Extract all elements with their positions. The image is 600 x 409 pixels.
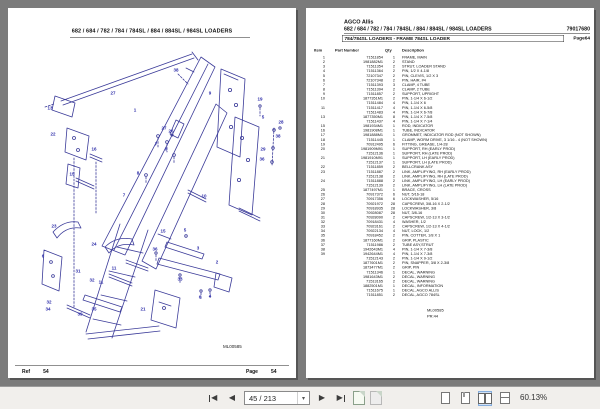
cell-part-number: 1981909M91 bbox=[360, 146, 383, 151]
cell-item: 32 bbox=[320, 219, 325, 225]
cell-item: 23 bbox=[320, 169, 325, 174]
cell-part-number: 1981910M91 bbox=[360, 155, 383, 161]
diagram-callout: 27 bbox=[110, 90, 116, 96]
cell-item: 10 bbox=[320, 96, 325, 101]
cell-description: CLAMP, 2 TUBE bbox=[402, 86, 430, 92]
footer-ref-value: 54 bbox=[43, 369, 49, 375]
cell-description: TUBE, INDICATOR bbox=[402, 128, 435, 133]
cell-description: PIN, 1-1/4 X 7-3/8 bbox=[402, 251, 433, 257]
viewer-toolbar bbox=[0, 386, 600, 409]
cell-part-number: 1873477M1 bbox=[362, 265, 383, 270]
cell-item: 20 bbox=[320, 146, 325, 151]
cell-part-number: 71511986 bbox=[366, 242, 383, 247]
previous-page-icon: ◀ bbox=[228, 393, 236, 402]
cell-item: 8 bbox=[322, 86, 325, 92]
cell-item: 3 bbox=[322, 64, 325, 69]
cell-qty: 1 bbox=[392, 137, 395, 142]
cell-qty: 1 bbox=[392, 55, 395, 60]
cell-qty: 2 bbox=[392, 233, 395, 238]
cell-part-number: 1882501M1 bbox=[362, 283, 383, 289]
cell-item: 22 bbox=[320, 164, 325, 170]
cell-part-number: 71511888 bbox=[366, 178, 383, 183]
cell-part-number: 71511483 bbox=[366, 109, 383, 115]
diagram-callout: 7 bbox=[122, 192, 126, 198]
cell-item: 21 bbox=[320, 155, 325, 161]
diagram-callout: 6 bbox=[164, 146, 168, 152]
cell-description: STAND bbox=[402, 59, 415, 65]
cell-part-number: 70922134 bbox=[366, 228, 383, 234]
diagram-callout: 19 bbox=[257, 96, 263, 102]
last-page-bar bbox=[344, 395, 346, 402]
cell-qty: 2 bbox=[392, 237, 395, 243]
cell-description: DECAL, INFORMATION bbox=[402, 283, 444, 289]
cell-item: 18 bbox=[320, 137, 325, 142]
cell-part-number: 72107348 bbox=[366, 77, 383, 83]
cell-part-number: 71513165 bbox=[366, 278, 383, 284]
cell-part-number: 70928090 bbox=[366, 214, 383, 220]
diagram-callout: 38 bbox=[275, 133, 281, 139]
cell-part-number: 70918935 bbox=[366, 205, 383, 211]
next-page-button[interactable] bbox=[315, 391, 329, 405]
table-row bbox=[306, 293, 594, 298]
cell-part-number: 71512143 bbox=[366, 256, 383, 261]
page-detach-disabled-icon[interactable] bbox=[370, 391, 382, 405]
cell-qty: 1 bbox=[392, 146, 395, 151]
cell-item: 4 bbox=[322, 68, 325, 74]
subtitle-row bbox=[342, 35, 590, 43]
cell-qty: 2 bbox=[392, 59, 395, 65]
cell-item: 27 bbox=[320, 196, 325, 202]
cell-qty: 2 bbox=[392, 182, 395, 188]
cell-item: 11 bbox=[321, 105, 325, 110]
last-page-button[interactable] bbox=[334, 391, 348, 405]
cell-description: CAPSCREW, 3/8-16 X 2-1/2 bbox=[402, 201, 450, 206]
diagram-callout: 27 bbox=[161, 125, 167, 131]
cell-description: NUT, 5/16-18 bbox=[402, 192, 425, 197]
cell-item: 39 bbox=[320, 251, 325, 257]
cell-description: SUPPORT, LH (EARLY PROD) bbox=[402, 155, 455, 161]
cell-part-number: 70918431 bbox=[366, 219, 383, 225]
cell-part-number: 1942644M1 bbox=[362, 251, 383, 257]
cell-qty: 2 bbox=[392, 278, 395, 284]
cell-item: 25 bbox=[320, 187, 325, 193]
cell-part-number: 71511417 bbox=[366, 105, 383, 110]
cell-item: 26 bbox=[320, 192, 325, 197]
cell-qty: 1 bbox=[392, 155, 395, 161]
footer-page-label: Page bbox=[246, 369, 258, 375]
cell-item: 33 bbox=[320, 224, 325, 229]
diagram-callout: 31 bbox=[75, 268, 81, 274]
diagram-callout: 35 bbox=[91, 306, 97, 312]
cell-qty: 1 bbox=[392, 160, 395, 165]
cell-description: LINK, AMPLIFYING, RH (LATE PROD) bbox=[402, 173, 468, 179]
view-mode-group bbox=[438, 390, 512, 406]
cell-qty: 6 bbox=[392, 141, 395, 147]
diagram-callout: 24 bbox=[91, 241, 97, 247]
cell-qty: 2 bbox=[392, 164, 395, 170]
facing-pages-view-button[interactable] bbox=[478, 391, 492, 406]
cell-item: 31 bbox=[320, 214, 325, 220]
cell-description: ROD, INDICATOR bbox=[402, 123, 434, 129]
cell-description: DECAL, WARNING bbox=[402, 278, 435, 284]
cell-description: PIN, HAIR, #4 bbox=[402, 77, 426, 83]
cell-description: SUPPORT, RH (LATE PROD) bbox=[402, 150, 453, 156]
cell-item: 2 bbox=[322, 59, 325, 65]
left-page-header: 682 / 684 / 782 / 784 / 784SL / 884 / 884SL / 984SL LOADERS bbox=[71, 28, 233, 34]
cell-description: DECAL, WARNING bbox=[402, 269, 435, 275]
cell-qty: 2 bbox=[392, 91, 395, 97]
cell-qty: 2 bbox=[392, 86, 395, 92]
previous-page-button[interactable] bbox=[225, 391, 239, 405]
first-page-button[interactable] bbox=[206, 391, 220, 405]
cell-item: 38 bbox=[320, 246, 325, 252]
cell-qty: 4 bbox=[392, 118, 395, 124]
cell-description: PIN, COTTER, 1/8 X 1 bbox=[402, 233, 441, 238]
cell-qty: 6 bbox=[392, 196, 395, 202]
last-page-icon: ▶ bbox=[336, 393, 343, 402]
cell-qty: 6 bbox=[392, 192, 395, 197]
cell-description: DECAL, WARNING bbox=[402, 274, 435, 279]
cell-description: DECAL, AGCO 784SL bbox=[402, 292, 440, 298]
diagram-code-label: ML00585 bbox=[223, 344, 242, 349]
col-description: Description bbox=[402, 48, 425, 53]
diagram-callout: 29 bbox=[260, 146, 266, 152]
diagram-callout: 34 bbox=[45, 306, 51, 312]
cell-qty: 1 bbox=[392, 283, 395, 289]
cell-qty: 1 bbox=[392, 128, 395, 133]
diagram-callout: 5 bbox=[261, 114, 265, 120]
col-qty: Qty bbox=[385, 48, 392, 53]
diagram-callout: 21 bbox=[140, 306, 146, 312]
cell-part-number: 1877160M1 bbox=[362, 237, 383, 243]
page-number-label: Page64 bbox=[573, 35, 590, 41]
diagram-callout: 10 bbox=[201, 193, 207, 199]
diagram-callout: 2 bbox=[215, 259, 219, 265]
diagram-callout: 28 bbox=[278, 119, 284, 125]
cell-qty: 2 bbox=[392, 260, 395, 266]
cell-part-number: 1877351M1 bbox=[362, 96, 383, 101]
cell-description: BRACE, CROSS bbox=[402, 187, 431, 193]
cell-item: 16 bbox=[320, 128, 325, 133]
cell-part-number: 71512136 bbox=[366, 150, 383, 156]
section-subtitle: 784/784SL LOADERS - FRAME 784SL LOADER bbox=[342, 35, 564, 42]
cell-qty: 2 bbox=[392, 274, 395, 279]
cell-item: 13 bbox=[320, 114, 325, 119]
next-page-icon: ▶ bbox=[318, 393, 326, 402]
cell-description: SUPPORT, LH (LATE PROD) bbox=[402, 160, 452, 165]
cell-part-number: 1981934M1 bbox=[362, 123, 383, 129]
cell-item: 30 bbox=[320, 210, 325, 215]
table-header bbox=[306, 48, 594, 53]
diagram-callout: 15 bbox=[69, 171, 75, 177]
cell-description: LOCKWASHER, 3/8 bbox=[402, 205, 437, 211]
cell-part-number: 71511346 bbox=[366, 269, 383, 275]
cell-part-number: 71511354 bbox=[366, 64, 383, 69]
cell-qty: 4 bbox=[392, 109, 395, 115]
cell-part-number: 70923161 bbox=[366, 224, 383, 229]
cell-qty: 1 bbox=[392, 187, 395, 193]
cell-qty: 2 bbox=[392, 256, 395, 261]
cell-part-number: 71511394 bbox=[366, 86, 383, 92]
cell-description: LINK, AMPLIFYING, LH (LATE PROD) bbox=[402, 182, 468, 188]
cell-part-number: 71511393 bbox=[366, 82, 383, 87]
col-part-number: Part Number bbox=[335, 48, 360, 53]
brand-name: AGCO Allis bbox=[344, 19, 374, 25]
col-item: Item bbox=[314, 48, 323, 53]
cell-part-number: 1981888M1 bbox=[362, 132, 383, 138]
cell-part-number: 71511859 bbox=[366, 164, 383, 170]
cell-item: 37 bbox=[320, 242, 325, 247]
diagram-callout: 11 bbox=[98, 279, 104, 285]
cell-qty: 4 bbox=[392, 219, 395, 225]
models-title: 682 / 684 / 782 / 784 / 784SL / 884 / 884SL / 984SL LOADERS bbox=[344, 26, 492, 32]
cell-item: 36 bbox=[320, 237, 325, 243]
cell-description: PIN, 1/2 X 4-1/8 bbox=[402, 68, 430, 74]
cell-part-number: 1981643M1 bbox=[362, 274, 383, 279]
cell-qty: 1 bbox=[392, 269, 395, 275]
cell-part-number: 70917356 bbox=[366, 196, 383, 202]
cell-description: LINK, AMPLIFYING, RH (EARLY PROD) bbox=[402, 169, 471, 174]
cell-part-number: 71511445 bbox=[366, 137, 383, 142]
cell-item: 29 bbox=[320, 205, 325, 211]
right-page bbox=[306, 8, 594, 378]
cell-item: 17 bbox=[320, 132, 325, 138]
diagram-callout: 4 bbox=[208, 293, 212, 299]
diagram-callout: 9 bbox=[208, 90, 212, 96]
cell-description: PIN, 1-1/4 X 7-5/8 bbox=[402, 114, 433, 119]
cell-part-number: 71512139 bbox=[366, 182, 383, 188]
cell-description: PIN, 1-1/4 X 7-3/8 bbox=[402, 246, 433, 252]
diagram-callout: 33 bbox=[177, 276, 183, 282]
diagram-callout: 5 bbox=[183, 227, 187, 233]
cell-qty: 3 bbox=[392, 82, 395, 87]
cell-description: NUT, 3/8-16 bbox=[402, 210, 423, 215]
cell-part-number: 70917372 bbox=[366, 192, 383, 197]
cell-part-number: 71511887 bbox=[366, 169, 383, 174]
parts-table bbox=[306, 55, 594, 297]
diagram-callout: 39 bbox=[77, 311, 83, 317]
footer-page-value: 54 bbox=[270, 369, 277, 375]
first-page-bar bbox=[209, 395, 211, 402]
page-detach-icon[interactable] bbox=[353, 391, 365, 405]
cell-qty: 4 bbox=[392, 100, 395, 106]
cell-description: NUT, LOCK, 1/2 bbox=[402, 228, 430, 234]
cell-description: PIN, 1-1/4 X 6-5/8 bbox=[402, 105, 433, 110]
cell-qty: 2 bbox=[392, 292, 395, 298]
footer-ref-label: Ref bbox=[22, 369, 31, 375]
diagram-callout: 36 bbox=[152, 246, 158, 252]
cell-description: SUPPORT, UPRIGHT bbox=[402, 91, 440, 97]
cell-part-number: 1981908M1 bbox=[362, 128, 383, 133]
diagram-callout: 36 bbox=[259, 156, 265, 162]
diagram-callout: 15 bbox=[160, 228, 166, 234]
cell-qty: 2 bbox=[392, 64, 395, 69]
cell-part-number: 71511851 bbox=[366, 292, 383, 298]
cell-item: 7 bbox=[322, 82, 325, 87]
first-page-icon: ◀ bbox=[211, 393, 218, 402]
diagram-callout: 22 bbox=[50, 131, 56, 137]
diagram-callout: 38 bbox=[173, 67, 179, 73]
zoom-level-label: 60.13% bbox=[520, 393, 548, 402]
diagram-callout: 1 bbox=[133, 107, 137, 113]
cell-description: CAPSCREW, 1/2-13 X 3-1/2 bbox=[402, 214, 450, 220]
cell-description: DECAL, AGCO ALLIS bbox=[402, 288, 439, 293]
cell-qty: 1 bbox=[392, 132, 395, 138]
cell-description: SUPPORT, RH (EARLY PROD) bbox=[402, 146, 456, 151]
cell-description: PIN, 1-1/4 X 6 bbox=[402, 100, 426, 106]
cell-qty: 28 bbox=[390, 205, 395, 211]
cell-item: 9 bbox=[322, 91, 325, 97]
cell-qty: 2 bbox=[392, 214, 395, 220]
diagram-callout: 3 bbox=[196, 245, 200, 251]
cell-part-number: 70921972 bbox=[366, 201, 383, 206]
cell-part-number: 70912495 bbox=[366, 141, 383, 147]
chevron-down-icon[interactable]: ▾ bbox=[297, 392, 309, 404]
continuous-view-button[interactable] bbox=[498, 391, 512, 406]
cell-part-number: 71511675 bbox=[366, 288, 383, 293]
cell-description: PIN, 1-1/4 X 6-1/2 bbox=[402, 96, 433, 101]
title-rule bbox=[344, 33, 590, 34]
cell-qty: 2 bbox=[392, 242, 395, 247]
facing-pages-icon bbox=[478, 393, 492, 404]
cell-description: GROMMET, INDICATOR ROD (NOT SHOWN) bbox=[402, 132, 481, 138]
diagram-callout: 32 bbox=[89, 277, 95, 283]
cell-description: PIN, CLEVIS, 1/2 X 3 bbox=[402, 73, 439, 78]
cell-part-number: 71512138 bbox=[366, 173, 383, 179]
cell-part-number: 71511854 bbox=[366, 55, 383, 60]
cell-qty: 28 bbox=[390, 210, 395, 215]
cell-description: PIN, 1-1/4 X 6-7/8 bbox=[402, 109, 433, 115]
cell-qty: 28 bbox=[390, 201, 395, 206]
cell-description: BELLCRANK ASY bbox=[402, 164, 434, 170]
cell-description: LOCKWASHER, 5/16 bbox=[402, 196, 439, 202]
cell-qty: 2 bbox=[392, 73, 395, 78]
cell-part-number: 71511437 bbox=[366, 118, 383, 124]
diagram-callout: 32 bbox=[46, 299, 52, 305]
left-page bbox=[8, 8, 296, 378]
diagram-callout: 7 bbox=[154, 141, 158, 147]
cell-description: WASHER, 1/2 bbox=[402, 219, 426, 225]
single-page-icon bbox=[441, 392, 450, 404]
title-row bbox=[344, 26, 590, 32]
cell-qty: 2 bbox=[392, 169, 395, 174]
cell-description: STRUT, LOADER STAND bbox=[402, 64, 446, 69]
cell-qty: 8 bbox=[392, 114, 395, 119]
single-page-view-button[interactable] bbox=[438, 391, 452, 406]
cell-qty: 2 bbox=[392, 68, 395, 74]
cell-qty: 2 bbox=[392, 77, 395, 83]
cell-description: PIN, 1-1/4 X 9-1/2 bbox=[402, 256, 433, 261]
cell-description: LINK, AMPLIFYING, LH (EARLY PROD) bbox=[402, 178, 471, 183]
cell-part-number: 1877497M1 bbox=[362, 187, 383, 193]
diagram-callouts-layer bbox=[8, 8, 296, 378]
cell-part-number: 71511364 bbox=[366, 68, 383, 74]
diagram-callout: 16 bbox=[91, 146, 97, 152]
cell-item: 5 bbox=[322, 73, 325, 78]
cell-qty: 4 bbox=[392, 105, 395, 110]
list-pr-label: PR:44 bbox=[427, 314, 439, 319]
cell-description: TUBE ASY,STRUT bbox=[402, 242, 434, 247]
cell-qty: 1 bbox=[392, 123, 395, 129]
bookmark-page-view-button[interactable] bbox=[458, 391, 472, 406]
diagram-callout: 6 bbox=[198, 294, 202, 300]
doc-number: 79017680 bbox=[566, 26, 590, 32]
cell-item: 34 bbox=[320, 228, 325, 234]
list-code-label: ML00585 bbox=[427, 308, 444, 313]
cell-item: 35 bbox=[320, 233, 325, 238]
cell-description: FITTING, GREASE, 1/4-28 bbox=[402, 141, 448, 147]
page-navigation-group bbox=[206, 390, 382, 406]
cell-qty: 2 bbox=[392, 96, 395, 101]
cell-qty: 4 bbox=[392, 246, 395, 252]
diagram-callout: 13 bbox=[47, 105, 53, 111]
cell-part-number: 71511484 bbox=[366, 100, 383, 106]
cell-part-number: 1942643M1 bbox=[362, 246, 383, 252]
cell-qty: 4 bbox=[392, 251, 395, 257]
cell-description: PIN, SNAPPER, 3/8 X 2-3/8 bbox=[402, 260, 450, 266]
cell-description: GRIP, PIN bbox=[402, 265, 420, 270]
cell-description: PIN, 1-1/4 X 7-1/4 bbox=[402, 118, 433, 124]
cell-item: 6 bbox=[322, 77, 325, 83]
cell-qty: 1 bbox=[392, 288, 395, 293]
cell-part-number: 1981882M1 bbox=[362, 59, 383, 65]
cell-description: FRAME, MAIN bbox=[402, 55, 427, 60]
diagram-callout: 23 bbox=[51, 223, 57, 229]
diagram-callout: 6 bbox=[41, 253, 45, 259]
cell-description: GRIP, PLASTIC bbox=[402, 237, 429, 243]
cell-qty: 2 bbox=[392, 173, 395, 179]
cell-qty: 2 bbox=[392, 178, 395, 183]
cell-item: 15 bbox=[320, 123, 325, 129]
diagram-callout: 11 bbox=[111, 265, 117, 271]
cell-description: CLAMP, 4 TUBE bbox=[402, 82, 430, 87]
diagram-callout: 26 bbox=[168, 128, 174, 134]
cell-part-number: 1877601M1 bbox=[362, 260, 383, 266]
cell-part-number: 70918452 bbox=[366, 233, 383, 238]
cell-part-number: 72107347 bbox=[366, 73, 383, 78]
cell-item: 19 bbox=[320, 141, 325, 147]
continuous-pages-icon bbox=[500, 392, 510, 404]
right-page-content bbox=[306, 8, 594, 378]
cell-qty: 2 bbox=[392, 265, 395, 270]
cell-part-number: 70928087 bbox=[366, 210, 383, 215]
cell-description: CAPSCREW, 1/2-13 X 4-1/2 bbox=[402, 224, 450, 229]
diagram-callout: 8 bbox=[136, 170, 140, 176]
cell-qty: 1 bbox=[392, 150, 395, 156]
cell-item: 1 bbox=[322, 55, 325, 60]
cell-qty: 2 bbox=[392, 224, 395, 229]
page-number-value[interactable]: 45 / 213 bbox=[249, 393, 277, 403]
cell-part-number: 71512137 bbox=[366, 160, 383, 165]
cell-part-number: 71511857 bbox=[366, 91, 383, 97]
cell-description: CLAMP, WORM DRIVE, 3 1/16 - 4 (NOT SHOWN) bbox=[402, 137, 488, 142]
cell-qty: 4 bbox=[392, 228, 395, 234]
page-ribbon-icon bbox=[461, 392, 470, 404]
page-number-combobox[interactable] bbox=[244, 391, 310, 405]
cell-item: 24 bbox=[320, 178, 325, 183]
cell-item: 28 bbox=[320, 201, 325, 206]
cell-part-number: 1877350M1 bbox=[362, 114, 383, 119]
